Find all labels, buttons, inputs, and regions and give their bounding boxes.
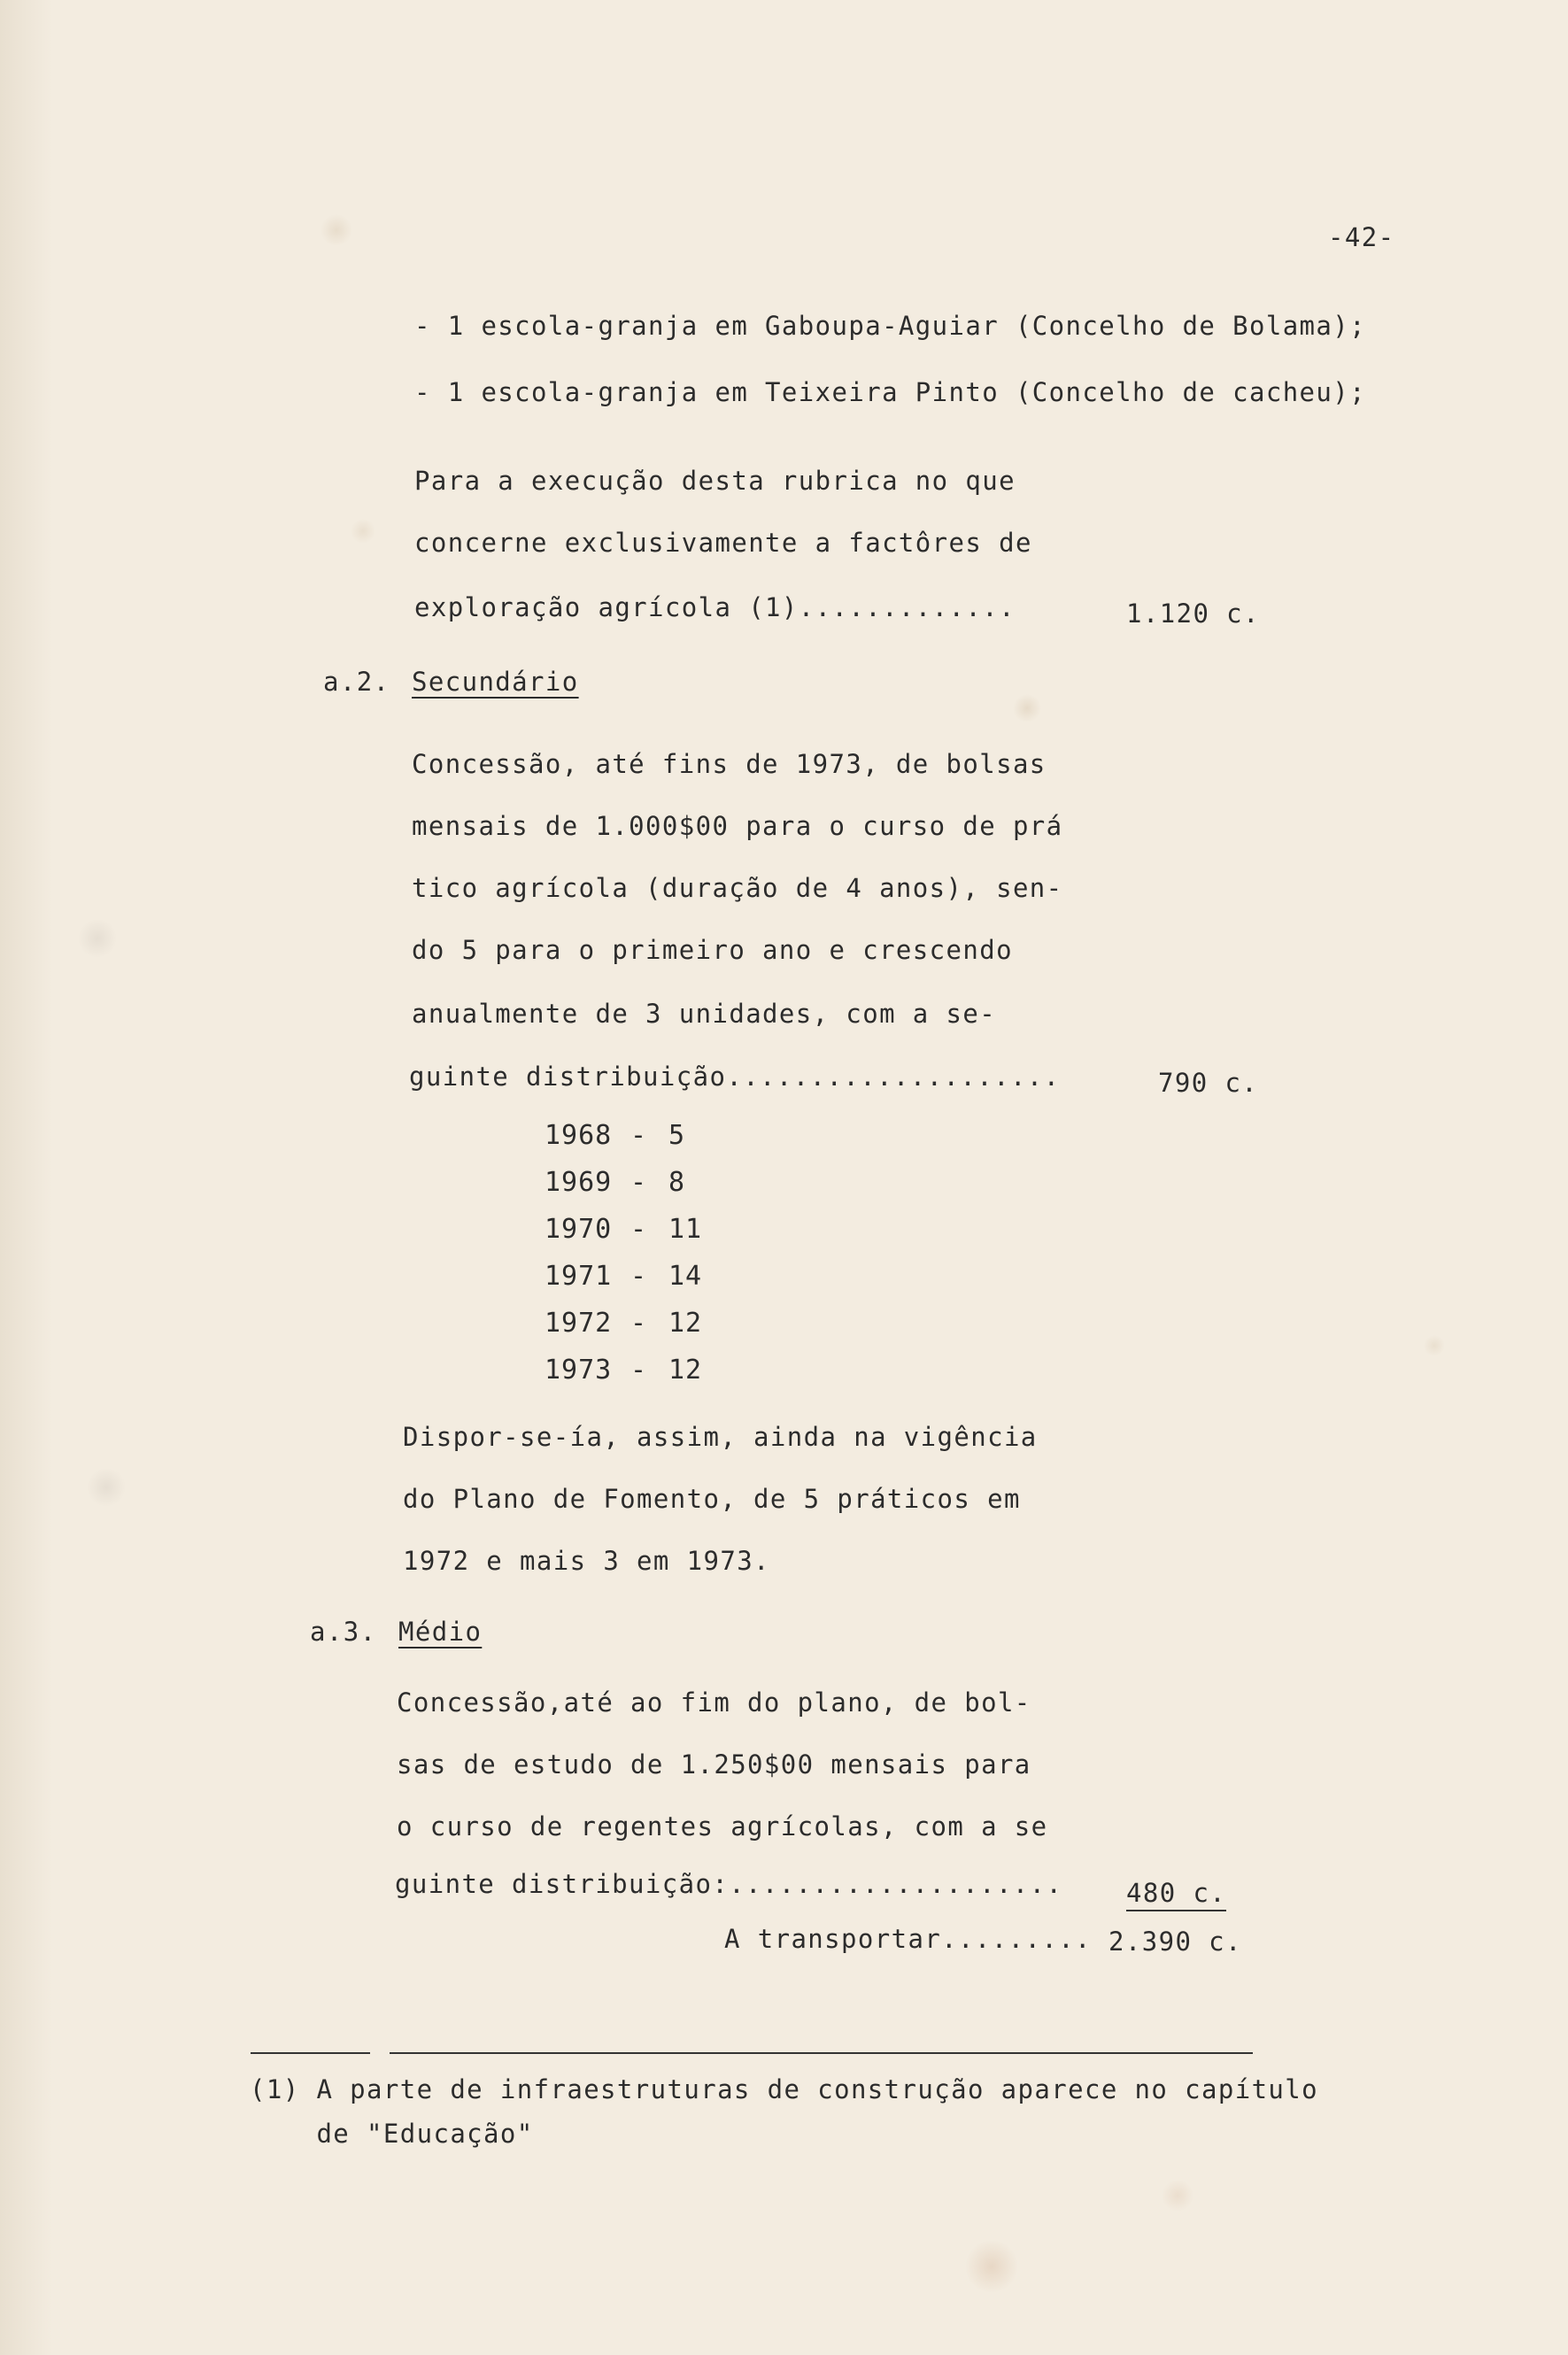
dist-dash: - <box>630 1355 648 1386</box>
dist-count: 8 <box>668 1167 686 1198</box>
a2-line: Concessão, até fins de 1973, de bolsas <box>412 749 1047 779</box>
a2-closing-line: 1972 e mais 3 em 1973. <box>403 1546 770 1576</box>
dist-count: 5 <box>668 1120 686 1151</box>
a3-line: sas de estudo de 1.250$00 mensais para <box>397 1749 1031 1780</box>
footnote-line: (1) A parte de infraestruturas de construção aparece no capítulo <box>250 2074 1319 2104</box>
dist-year: 1970 <box>545 1214 613 1245</box>
carry-forward-amount: 2.390 c. <box>1108 1926 1242 1957</box>
dist-dash: - <box>630 1261 648 1292</box>
dist-dash: - <box>630 1214 648 1245</box>
a3-line: guinte distribuição:.................... <box>395 1869 1063 1899</box>
bullet-item: - 1 escola-granja em Gaboupa-Aguiar (Concelho de Bolama); <box>414 311 1366 341</box>
a2-line: do 5 para o primeiro ano e crescendo <box>412 935 1013 965</box>
intro-line: exploração agrícola (1)............. <box>414 592 1016 622</box>
dist-year: 1971 <box>545 1261 613 1292</box>
a2-amount: 790 c. <box>1158 1068 1259 1098</box>
bullet-item: - 1 escola-granja em Teixeira Pinto (Concelho de cacheu); <box>414 377 1366 407</box>
a2-closing-line: Dispor-se-ía, assim, ainda na vigência <box>403 1422 1038 1452</box>
dist-year: 1968 <box>545 1120 613 1151</box>
dist-dash: - <box>630 1167 648 1198</box>
intro-line: concerne exclusivamente a factôres de <box>414 528 1032 558</box>
dist-year: 1972 <box>545 1308 613 1339</box>
a2-line: mensais de 1.000$00 para o curso de prá <box>412 811 1063 841</box>
carry-forward-label: A transportar......... <box>724 1924 1092 1954</box>
dist-count: 11 <box>668 1214 703 1245</box>
a2-line: anualmente de 3 unidades, com a se- <box>412 999 997 1029</box>
a2-line: guinte distribuição.................... <box>409 1062 1061 1092</box>
dist-year: 1969 <box>545 1167 613 1198</box>
a2-line: tico agrícola (duração de 4 anos), sen- <box>412 873 1063 903</box>
dist-dash: - <box>630 1308 648 1339</box>
a3-line: Concessão,até ao fim do plano, de bol- <box>397 1687 1031 1718</box>
intro-line: Para a execução desta rubrica no que <box>414 466 1016 496</box>
a3-amount: 480 c. <box>1126 1877 1226 1909</box>
intro-amount: 1.120 c. <box>1126 598 1260 629</box>
footnote-rule-long <box>390 2052 1253 2054</box>
page-number: -42- <box>1328 222 1395 252</box>
section-a2-title: Secundário <box>412 667 579 697</box>
section-a3-number: a.3. <box>310 1617 377 1647</box>
dist-count: 12 <box>668 1355 703 1386</box>
dist-dash: - <box>630 1120 648 1151</box>
a2-closing-line: do Plano de Fomento, de 5 práticos em <box>403 1484 1021 1514</box>
section-a3-title: Médio <box>398 1617 483 1647</box>
dist-year: 1973 <box>545 1355 613 1386</box>
footnote-line: de "Educação" <box>250 2119 534 2149</box>
section-a2-number: a.2. <box>323 667 390 697</box>
dist-count: 14 <box>668 1261 703 1292</box>
dist-count: 12 <box>668 1308 703 1339</box>
a3-line: o curso de regentes agrícolas, com a se <box>397 1811 1048 1842</box>
footnote-rule-short <box>251 2052 370 2054</box>
